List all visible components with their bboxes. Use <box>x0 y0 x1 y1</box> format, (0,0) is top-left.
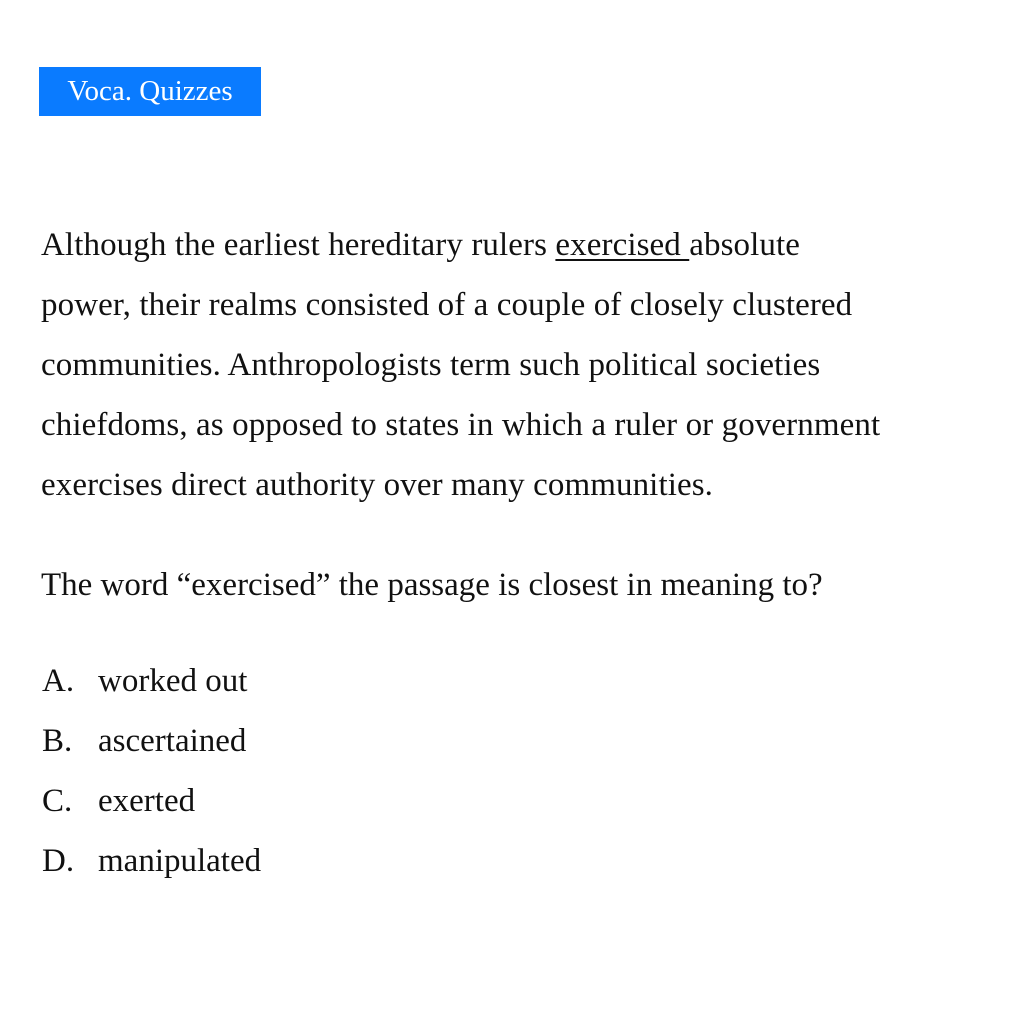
option-letter: C. <box>42 783 73 819</box>
passage-line-1-end: absolute <box>689 227 801 263</box>
passage-line-1-start: Although the earliest hereditary rulers <box>41 227 556 263</box>
passage-line-1 <box>41 215 1016 275</box>
answer-option-b[interactable] <box>42 711 261 771</box>
option-text: worked out <box>98 663 248 699</box>
passage-line-2: power, their realms consisted of a couple of closely clustered <box>41 287 853 323</box>
passage-line-4: chiefdoms, as opposed to states in which a ruler or government <box>41 407 881 443</box>
option-text: manipulated <box>98 843 262 879</box>
answer-option-c[interactable] <box>42 771 261 831</box>
answer-option-a[interactable] <box>42 651 261 711</box>
target-word: exercised <box>555 227 690 263</box>
quiz-category-badge: Voca. Quizzes <box>39 67 261 116</box>
option-text: ascertained <box>98 723 247 759</box>
question-prompt: The word “exercised” the passage is closest in meaning to? <box>41 567 823 603</box>
option-letter: B. <box>42 723 73 759</box>
passage-line-5: exercises direct authority over many communities. <box>41 467 714 503</box>
passage-line-3: communities. Anthropologists term such political societies <box>41 347 821 383</box>
reading-passage <box>41 215 1016 515</box>
answer-options <box>42 651 261 891</box>
answer-option-d[interactable] <box>42 831 261 891</box>
option-letter: D. <box>42 843 75 879</box>
option-letter: A. <box>42 663 75 699</box>
option-text: exerted <box>98 783 196 819</box>
